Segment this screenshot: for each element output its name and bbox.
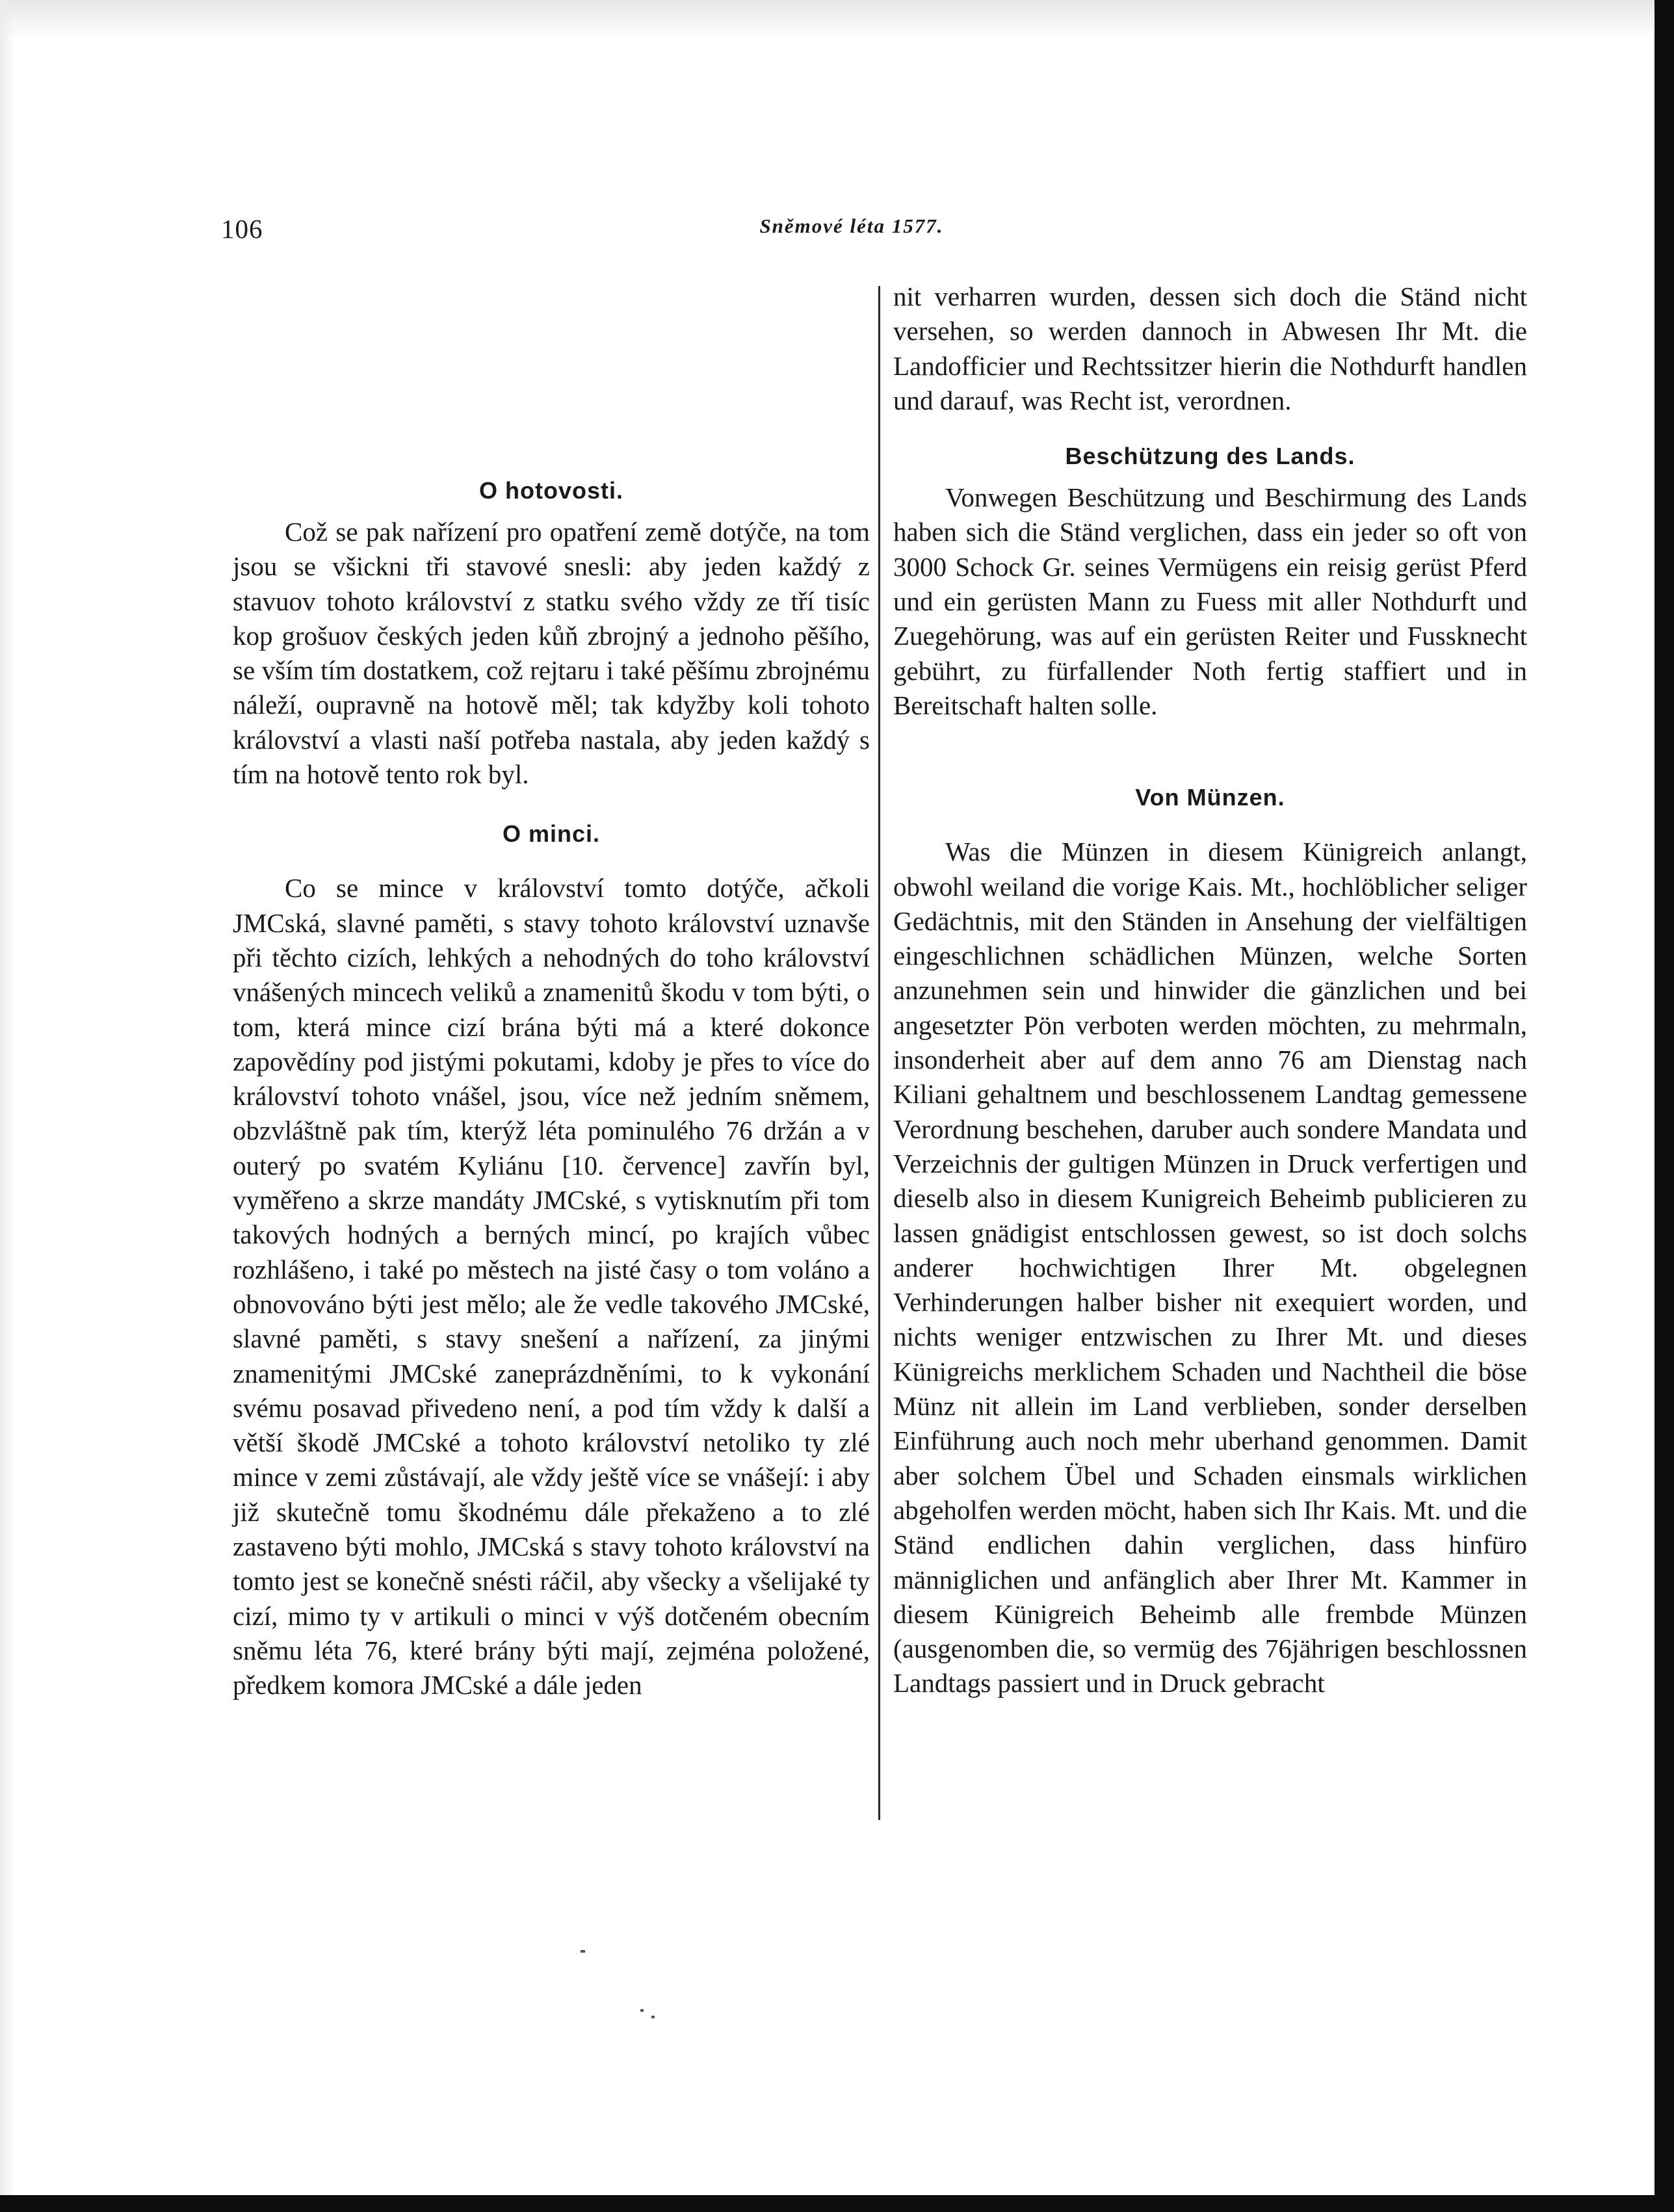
scan-shadow-top [0,0,1654,39]
left-column [233,475,870,1703]
scan-speck [651,2016,655,2018]
scan-border-right [1654,0,1674,2212]
column-divider [878,286,880,1820]
right-column [893,280,1527,1701]
scan-border-bottom [0,2195,1674,2212]
scan-speck [640,2009,644,2012]
paragraph-continuation: nit verharren wurden, dessen sich doch die Ständ nicht versehen, so werden dannoch in Abwesen Ihr Mt. die Landofficier und Rechtssitzer hierin die Nothdurft handlen und darauf, was Recht ist, verordnen. [893,281,1527,415]
scan-shadow-left [0,0,16,2195]
page-number: 106 [221,214,263,244]
heading-von-muenzen: Von Münzen. [1135,784,1285,811]
paragraph-o-minci: Co se mince v království tomto dotýče, ačkoli JMCská, slavné paměti, s stavy tohoto království uznavše při těchto cizích, lehkých a nehodných do toho království vnášených mincech veliků a znamenitů škodu v tom býti, o tom, která mince cizí brána býti má a které dokonce zapovědíny pod jistými pokutami, kdoby je přes to více do království tohoto vnášel, jsou, více než jedním sněmem, obzvláštně pak tím, kterýž léta pominulého 76 držán a v outerý po svatém Kyliánu [10. července] zavřín byl, vyměřeno a skrze mandáty JMCské, s vytisknutím při tom takových hodných a berných mincí, po krajích vůbec rozhlášeno, i také po městech na jisté časy o tom voláno a obnovováno býti jest mělo; ale že vedle takového JMCské, slavné paměti, s stavy snešení a nařízení, za jinými znamenitými JMCské zaneprázdněními, to k vykonání svému posavad přivedeno není, a pod tím vždy k další a větší škodě JMCské a tohoto království netoliko ty zlé mince v zemi zůstávají, ale vždy ještě více se vnášejí: i aby již skutečně tomu škodnému dále překaženo a to zlé zastaveno býti mohlo, JMCská s stavy tohoto království na tomto jest se konečně snésti ráčil, aby všecky a všelijaké ty cizí, mimo ty v artikuli o minci v výš dotčeném obecním sněmu léta 76, které brány býti mají, zejména položené, předkem komora JMCské a dále jeden [233,873,870,1700]
heading-o-hotovosti: O hotovosti. [479,477,623,504]
scan-speck [581,1950,585,1953]
paragraph-beschuetzung: Vonwegen Beschützung und Beschirmung des Lands haben sich die Ständ verglichen, dass ein jeder so oft von 3000 Schock Gr. seines Vermügens ein reisig gerüst Pferd und ein gerüsten Mann zu Fuess mit aller Nothdurft und Zuegehörung, was auf ein gerüsten Reiter und Fussknecht gebührt, zu fürfallender Noth fertig staffiert und in Bereitschaft halten solle. [893,482,1527,720]
paragraph-von-muenzen: Was die Münzen in diesem Künigreich anlangt, obwohl weiland die vorige Kais. Mt., hochlöblicher seliger Gedächtnis, mit den Ständen in Ansehung der vielfältigen eingeschlichnen schädlichen Münzen, welche Sorten anzunehmen sein und hinwider die gänzlichen und bei angesetzter Pön verboten werden möchten, zu mehrmaln, insonderheit aber auf dem anno 76 am Dienstag nach Kiliani gehaltnem und beschlossenem Landtag gemessene Verordnung beschehen, daruber auch sondere Mandata und Verzeichnis der gultigen Münzen in Druck verfertigen und dieselb also in diesem Kunigreich Beheimb publicieren zu lassen gnädigist entschlossen gewest, so ist doch solchs anderer hochwichtigen Ihrer Mt. obgelegnen Verhinderungen halber bisher nit exequiert worden, und nichts weniger entzwischen zu Ihrer Mt. und dieses Künigreichs merklichem Schaden und Nachtheil die böse Münz nit allein im Land verblieben, sonder derselben Einführung auch noch mehr uberhand genommen. Damit aber solchem Übel und Schaden einsmals wirklichen abgeholfen werden möcht, haben sich Ihr Kais. Mt. und die Ständ endlichen dahin verglichen, dass hinfüro männiglichen und anfänglich aber Ihrer Mt. Kammer in diesem Künigreich Beheimb alle frembde Münzen (ausgenomben die, so vermüg des 76jährigen beschlossnen Landtags passiert und in Druck gebracht [893,837,1527,1698]
heading-beschuetzung: Beschützung des Lands. [1065,443,1355,470]
paragraph-o-hotovosti: Což se pak nařízení pro opatření země dotýče, na tom jsou se všickni tři stavové snesli: aby jeden každý z stavuov tohoto království z statku svého vždy ze tří tisíc kop grošuov českých jeden kůň zbrojný a jednoho pěšího, se vším tím dostatkem, což rejtaru i také pěšímu zbrojnému náleží, oupravně na hotově měl; tak kdyžby koli tohoto království a vlasti naší potřeba nastala, aby jeden každý s tím na hotově tento rok byl. [233,517,870,790]
running-head: Sněmové léta 1577. [759,215,944,237]
heading-o-minci: O minci. [502,820,601,848]
